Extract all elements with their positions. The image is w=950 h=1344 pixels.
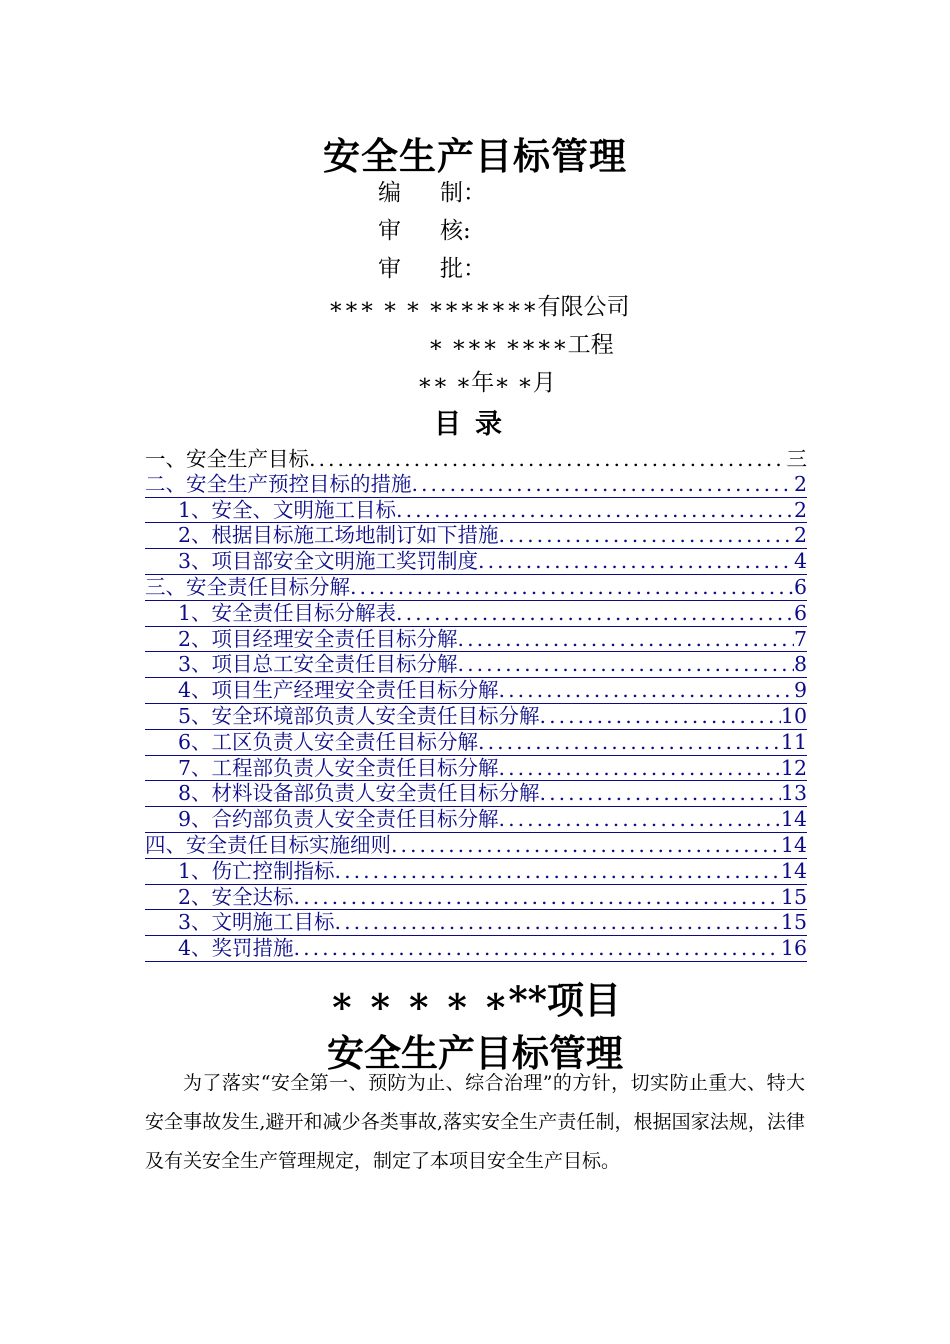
- company-name: ∗∗∗ ∗ ∗ ∗∗∗∗∗∗∗有限公司: [328, 294, 630, 320]
- toc-leader-dots: [396, 498, 794, 524]
- toc-leader-dots: [412, 472, 794, 498]
- toc-entry[interactable]: [145, 704, 807, 730]
- toc-entry-page: 2: [793, 523, 807, 548]
- toc-entry-page: 8: [793, 652, 807, 677]
- toc-leader-dots: [499, 523, 794, 549]
- signature-review: [378, 212, 471, 245]
- toc-entry[interactable]: [145, 781, 807, 807]
- toc-entry: [145, 447, 807, 472]
- toc-leader-dots: [309, 447, 787, 472]
- toc-entry-label: 1、安全、文明施工目标: [178, 497, 397, 522]
- toc-entry-label: 3、项目总工安全责任目标分解: [178, 652, 458, 677]
- toc-entry-label: 6、工区负责人安全责任目标分解: [178, 729, 479, 754]
- toc-entry-page: 三: [786, 447, 807, 471]
- signature-compile-key2: 制：: [440, 180, 486, 206]
- toc-leader-dots: [478, 730, 781, 756]
- toc-entry-label: 3、文明施工目标: [178, 910, 335, 935]
- toc-entry[interactable]: [145, 652, 807, 678]
- toc-entry-page: 6: [793, 600, 807, 625]
- project-name: ∗ ∗∗∗ ∗∗∗∗工程: [428, 332, 614, 358]
- toc-leader-dots: [478, 549, 794, 575]
- toc-leader-dots: [540, 704, 781, 730]
- toc-leader-dots: [499, 756, 781, 782]
- intro-paragraph: 为了落实“安全第一、预防为止、综合治理”的方针，切实防止重大、特大安全事故发生,避开和减少各类事故,落实安全生产责任制，根据国家法规，法律及有关安全生产管理规定，制定了本项目安全生产目标。: [145, 1072, 805, 1172]
- signature-compile-key: 编: [378, 180, 401, 206]
- toc-entry-page: 14: [780, 858, 807, 883]
- toc-entry-label: 5、安全环境部负责人安全责任目标分解: [178, 703, 540, 728]
- toc-leader-dots: [350, 575, 794, 601]
- toc-entry-page: 14: [780, 807, 807, 832]
- toc-entry[interactable]: [145, 859, 807, 885]
- toc-entry-label: 8、材料设备部负责人安全责任目标分解: [178, 781, 540, 806]
- toc-entry-label: 四、安全责任目标实施细则: [145, 832, 391, 857]
- toc-entry-page: 7: [793, 626, 807, 651]
- toc-leader-dots: [499, 807, 781, 833]
- toc-leader-dots: [335, 859, 781, 885]
- toc-entry-page: 4: [793, 549, 807, 574]
- toc-entry[interactable]: [145, 730, 807, 756]
- toc-entry-label: 7、工程部负责人安全责任目标分解: [178, 755, 499, 780]
- toc-entry-page: 14: [780, 832, 807, 857]
- toc-title: 目录: [434, 409, 516, 440]
- project-title: ∗ ∗ ∗ ∗ ∗**项目: [328, 978, 622, 1022]
- toc-leader-dots: [294, 936, 781, 962]
- toc-entry[interactable]: [145, 833, 807, 859]
- toc-leader-dots: [294, 885, 781, 911]
- toc-entry-label: 一、安全生产目标: [145, 447, 309, 471]
- toc-entry-label: 3、项目部安全文明施工奖罚制度: [178, 549, 479, 574]
- toc-entry-page: 13: [780, 781, 807, 806]
- toc-entry-page: 16: [780, 936, 807, 961]
- toc-entry[interactable]: [145, 472, 807, 498]
- signature-review-key: 审: [378, 218, 401, 244]
- toc-entry-page: 9: [793, 678, 807, 703]
- section-title: 安全生产目标管理: [327, 1031, 623, 1075]
- toc-entry[interactable]: [145, 807, 807, 833]
- toc-leader-dots: [335, 910, 781, 936]
- toc-entry[interactable]: [145, 549, 807, 575]
- toc-entry[interactable]: [145, 910, 807, 936]
- toc-entry-label: 4、项目生产经理安全责任目标分解: [178, 678, 499, 703]
- toc-entry-page: 2: [793, 497, 807, 522]
- toc-entry-label: 2、安全达标: [178, 884, 294, 909]
- document-date: ∗∗ ∗年∗ ∗月: [417, 370, 556, 396]
- toc-entry-label: 1、伤亡控制指标: [178, 858, 335, 883]
- toc-entry[interactable]: [145, 936, 807, 962]
- toc-leader-dots: [458, 627, 794, 653]
- toc-entry-page: 15: [780, 884, 807, 909]
- toc-entry-label: 三、安全责任目标分解: [145, 574, 350, 599]
- toc-entry[interactable]: [145, 627, 807, 653]
- toc-entry-label: 9、合约部负责人安全责任目标分解: [178, 807, 499, 832]
- toc-entry[interactable]: [145, 601, 807, 627]
- toc-entry-label: 2、项目经理安全责任目标分解: [178, 626, 458, 651]
- signature-approve-key: 审: [378, 256, 401, 282]
- toc-entry-page: 6: [793, 574, 807, 599]
- signature-approve-key2: 批：: [440, 256, 486, 282]
- toc-entry[interactable]: [145, 678, 807, 704]
- cover-title: 安全生产目标管理: [323, 134, 627, 178]
- toc-entry-label: 2、根据目标施工场地制订如下措施: [178, 523, 499, 548]
- toc-leader-dots: [540, 781, 781, 807]
- toc-leader-dots: [391, 833, 781, 859]
- table-of-contents: [145, 447, 807, 962]
- toc-entry[interactable]: [145, 885, 807, 911]
- toc-entry-page: 2: [793, 471, 807, 496]
- signature-compile: [378, 174, 486, 207]
- toc-leader-dots: [396, 601, 794, 627]
- toc-leader-dots: [499, 678, 794, 704]
- toc-entry-page: 12: [780, 755, 807, 780]
- toc-entry-page: 15: [780, 910, 807, 935]
- toc-entry-label: 4、奖罚措施: [178, 936, 294, 961]
- signature-approve: [378, 250, 486, 283]
- toc-entry-label: 1、安全责任目标分解表: [178, 600, 397, 625]
- toc-entry-page: 11: [780, 729, 807, 754]
- toc-entry[interactable]: [145, 523, 807, 549]
- toc-leader-dots: [458, 652, 794, 678]
- toc-entry[interactable]: [145, 756, 807, 782]
- toc-entry-page: 10: [780, 703, 807, 728]
- toc-entry[interactable]: [145, 498, 807, 524]
- toc-entry-label: 二、安全生产预控目标的措施: [145, 471, 412, 496]
- toc-entry[interactable]: [145, 575, 807, 601]
- signature-review-key2: 核:: [440, 218, 471, 244]
